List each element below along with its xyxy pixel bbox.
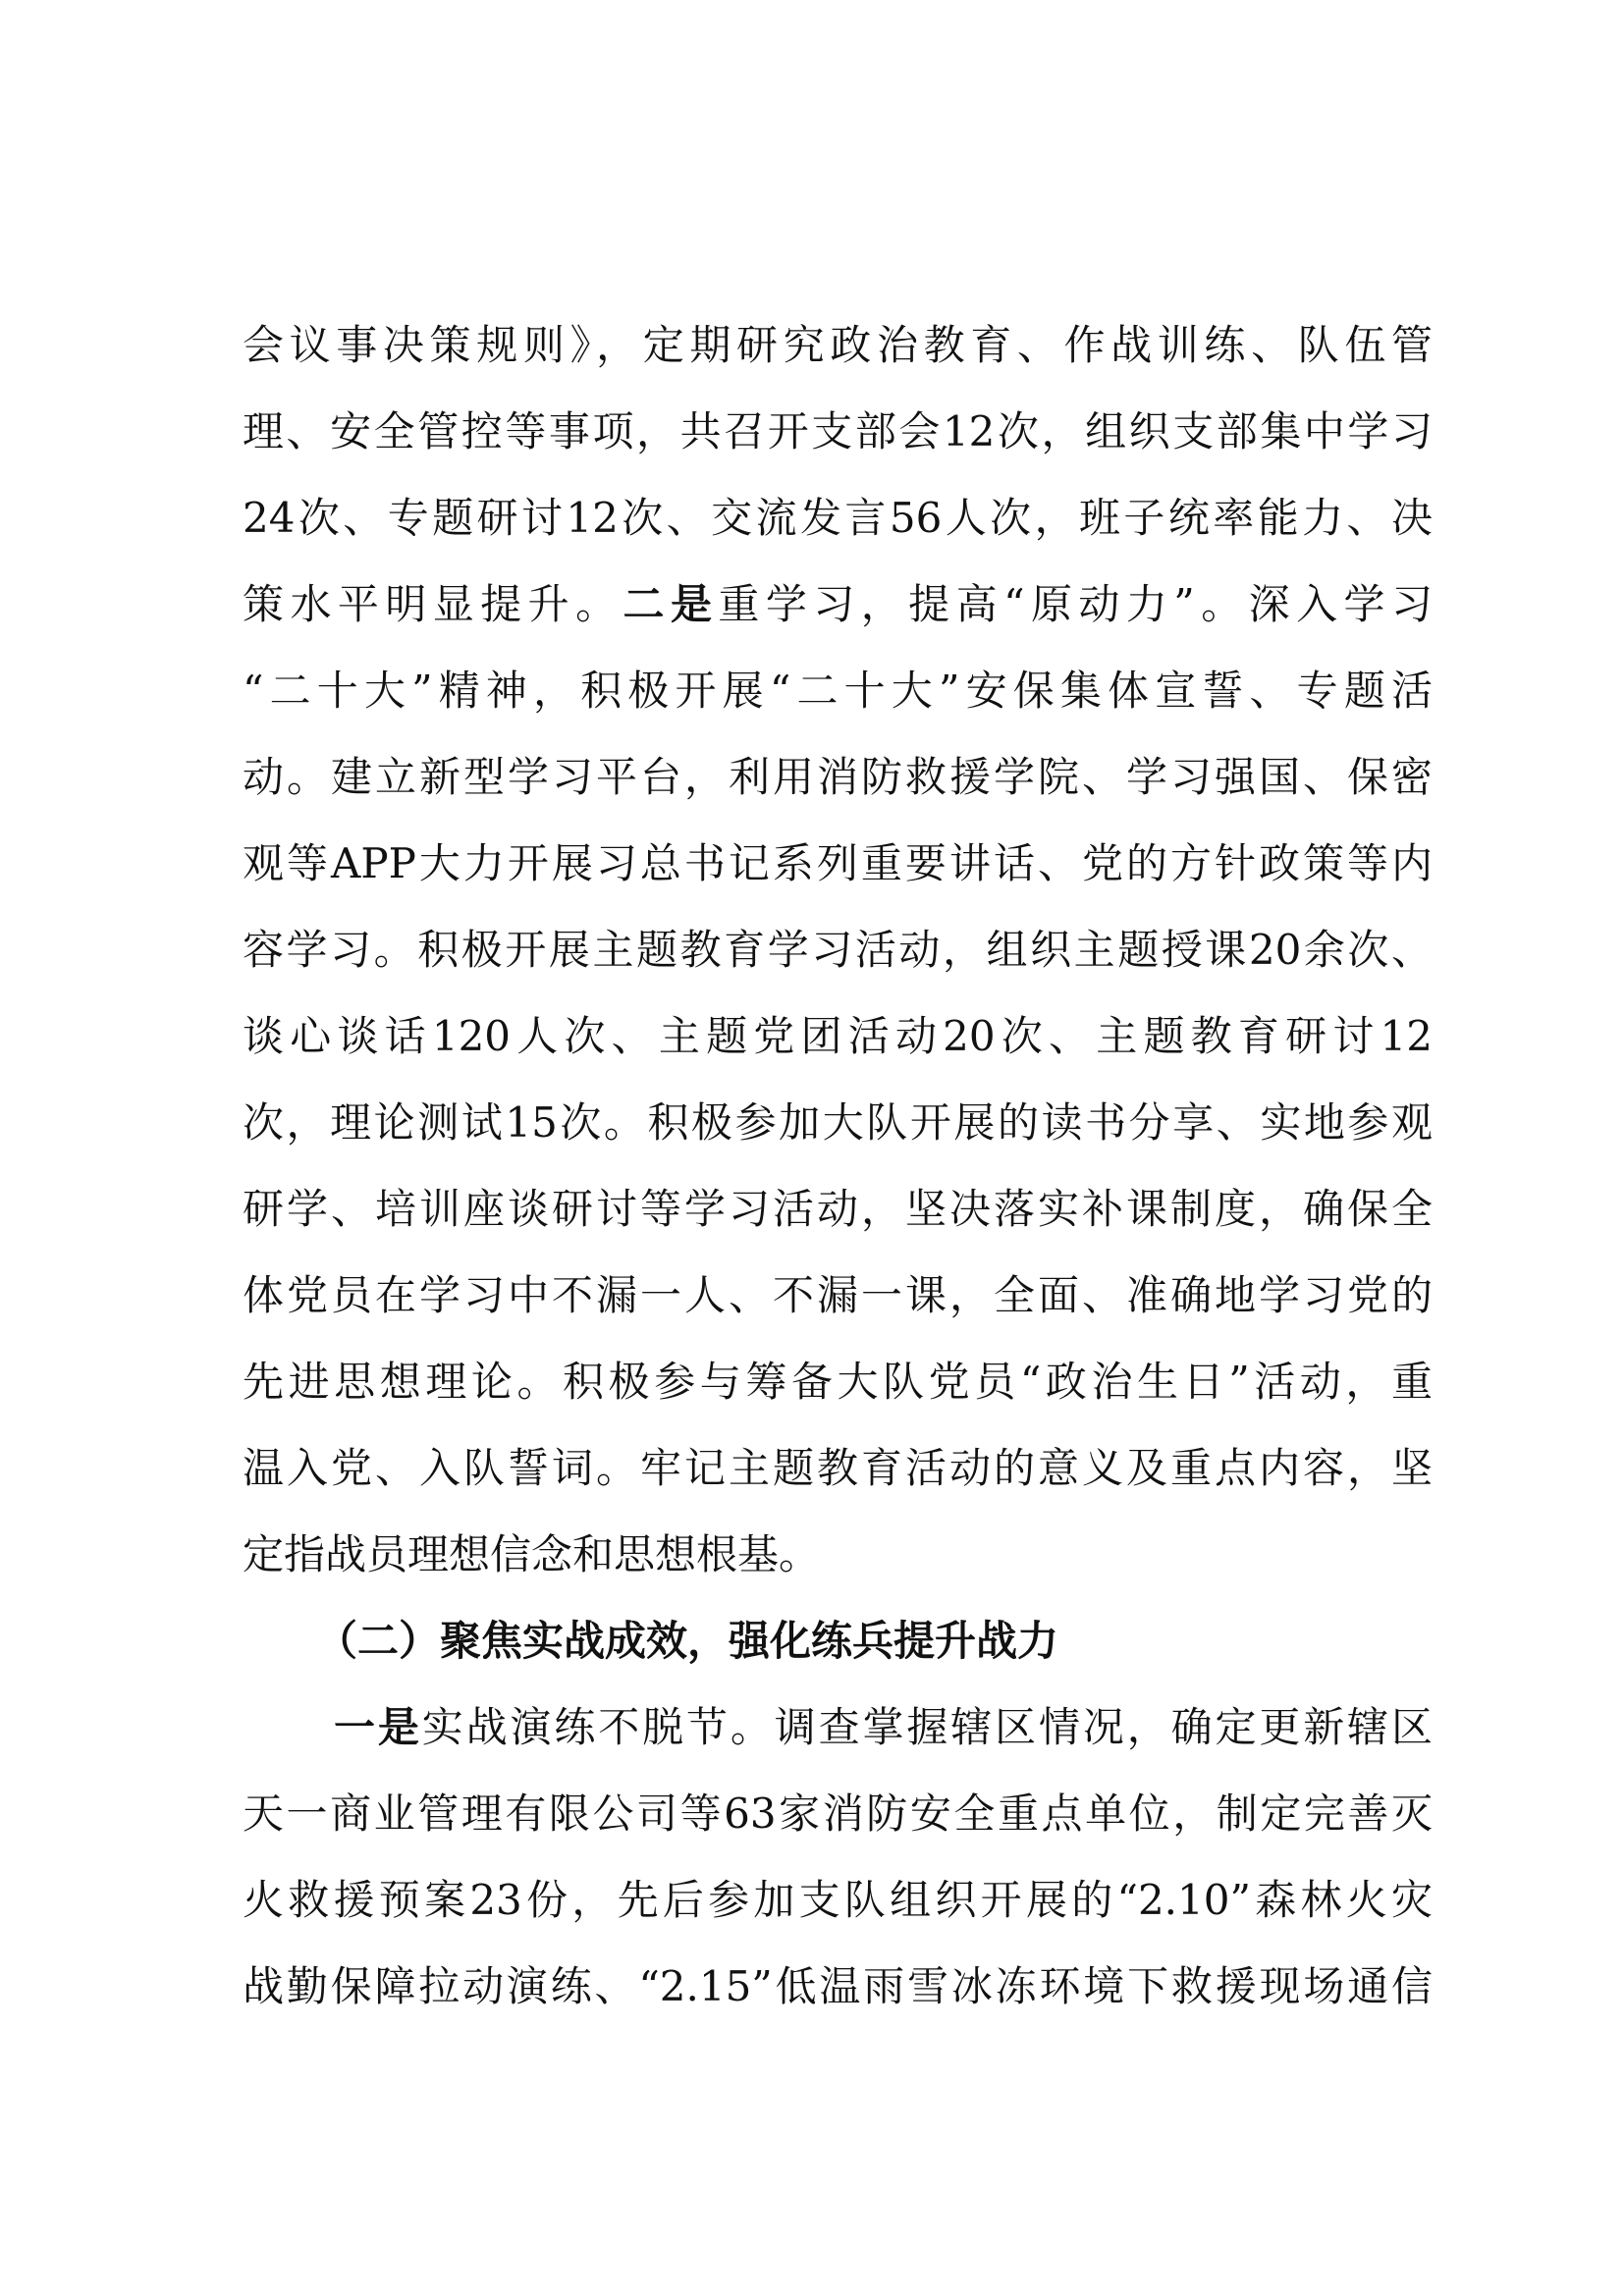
text-run: 实战演练不脱节。调查掌握辖区情况，确定更新辖区 [421, 1703, 1433, 1751]
text-line: 体党员在学习中不漏一人、不漏一课，全面、准确地学习党的 [243, 1271, 1433, 1319]
text-line: “二十大”精神，积极开展“二十大”安保集体宣誓、专题活 [243, 667, 1433, 715]
text-line: 火救援预案23份，先后参加支队组织开展的“2.10”森林火灾 [243, 1876, 1433, 1924]
text-line: 理、安全管控等事项，共召开支部会12次，组织支部集中学习 [243, 407, 1433, 455]
text-line: 天一商业管理有限公司等63家消防安全重点单位，制定完善灭 [243, 1789, 1433, 1838]
text-line: 观等APP大力开展习总书记系列重要讲话、党的方针政策等内 [243, 839, 1433, 887]
bold-lead-text: 二是 [623, 580, 719, 628]
text-run: 重学习，提高“原动力”。深入学习 [718, 580, 1433, 628]
text-line: 谈心谈话120人次、主题党团活动20次、主题教育研讨12 [243, 1012, 1433, 1060]
text-line [243, 1684, 1433, 1771]
text-line: 温入党、入队誓词。牢记主题教育活动的意义及重点内容，坚 [243, 1444, 1433, 1492]
section-heading: （二）聚焦实战成效，强化练兵提升战力 [316, 1617, 1059, 1665]
text-line: 容学习。积极开展主题教育学习活动，组织主题授课20余次、 [243, 926, 1433, 974]
text-line: 24次、专题研讨12次、交流发言56人次，班子统率能力、决 [243, 494, 1433, 542]
body-text [243, 302, 1433, 2030]
text-line: 研学、培训座谈研讨等学习活动，坚决落实补课制度，确保全 [243, 1185, 1433, 1233]
text-line: 次，理论测试15次。积极参加大队开展的读书分享、实地参观 [243, 1098, 1433, 1147]
text-line: 定指战员理想信念和思想根基。 [243, 1530, 821, 1578]
text-line: 动。建立新型学习平台，利用消防救援学院、学习强国、保密 [243, 753, 1433, 801]
text-line [243, 561, 1433, 648]
text-line: 先进思想理论。积极参与筹备大队党员“政治生日”活动，重 [243, 1358, 1433, 1406]
text-line: 战勤保障拉动演练、“2.15”低温雨雪冰冻环境下救援现场通信 [243, 1962, 1433, 2010]
text-run: 策水平明显提升。 [243, 580, 623, 628]
text-line: 会议事决策规则》，定期研究政治教育、作战训练、队伍管 [243, 321, 1433, 369]
bold-lead-text: 一是 [334, 1703, 422, 1751]
